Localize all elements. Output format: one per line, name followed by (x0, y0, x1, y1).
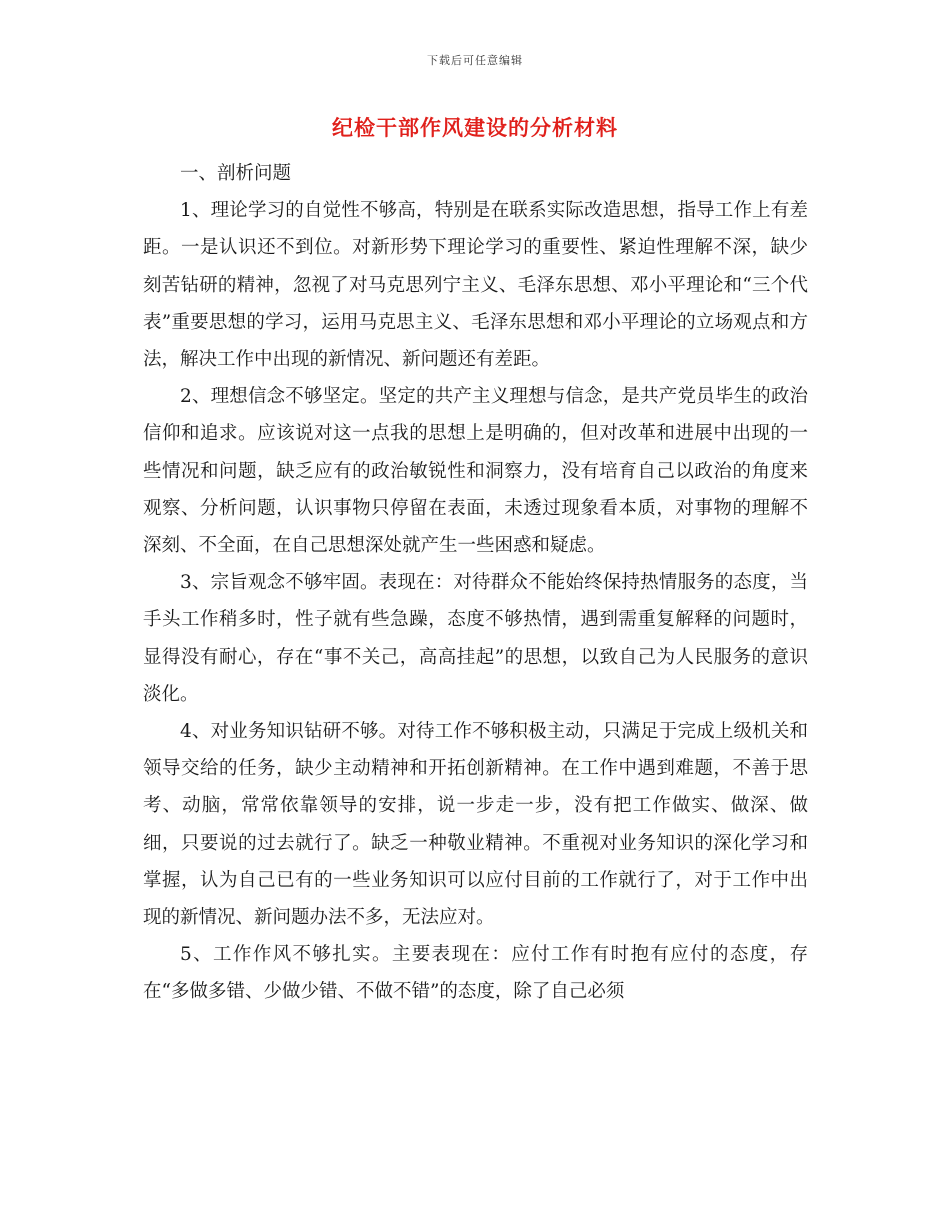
document-body (143, 155, 808, 1011)
paragraph-4: 4、对业务知识钻研不够。对待工作不够积极主动，只满足于完成上级机关和领导交给的任务，缺少主动精神和开拓创新精神。在工作中遇到难题，不善于思考、动脑，常常依靠领导的安排，说一步走一步，没有把工作做实、做深、做细，只要说的过去就行了。缺乏一种敬业精神。不重视对业务知识的深化学习和掌握，认为自己已有的一些业务知识可以应付目前的工作就行了，对于工作中出现的新情况、新问题办法不多，无法应对。 (143, 721, 808, 929)
header-note: 下载后可任意编辑 (427, 54, 523, 67)
paragraph-1: 1、理论学习的自觉性不够高，特别是在联系实际改造思想，指导工作上有差距。一是认识还不到位。对新形势下理论学习的重要性、紧迫性理解不深，缺少刻苦钻研的精神，忽视了对马克思列宁主义、毛泽东思想、邓小平理论和“三个代表”重要思想的学习，运用马克思主义、毛泽东思想和邓小平理论的立场观点和方法，解决工作中出现的新情况、新问题还有差距。 (143, 200, 808, 371)
section-heading: 一、剖析问题 (180, 163, 292, 184)
paragraph-3: 3、宗旨观念不够牢固。表现在：对待群众不能始终保持热情服务的态度，当手头工作稍多时，性子就有些急躁，态度不够热情，遇到需重复解释的问题时，显得没有耐心，存在“事不关己，高高挂起”的思想，以致自己为人民服务的意识淡化。 (143, 572, 808, 705)
paragraph-5: 5、工作作风不够扎实。主要表现在：应付工作有时抱有应付的态度，存在“多做多错、少做少错、不做不错”的态度，除了自己必须 (143, 944, 808, 1003)
document-title: 纪检干部作风建设的分析材料 (332, 116, 618, 140)
paragraph-2: 2、理想信念不够坚定。坚定的共产主义理想与信念，是共产党员毕生的政治信仰和追求。应该说对这一点我的思想上是明确的，但对改革和进展中出现的一些情况和问题，缺乏应有的政治敏锐性和洞察力，没有培育自己以政治的角度来观察、分析问题，认识事物只停留在表面，未透过现象看本质，对事物的理解不深刻、不全面，在自己思想深处就产生一些困惑和疑虑。 (143, 386, 808, 557)
